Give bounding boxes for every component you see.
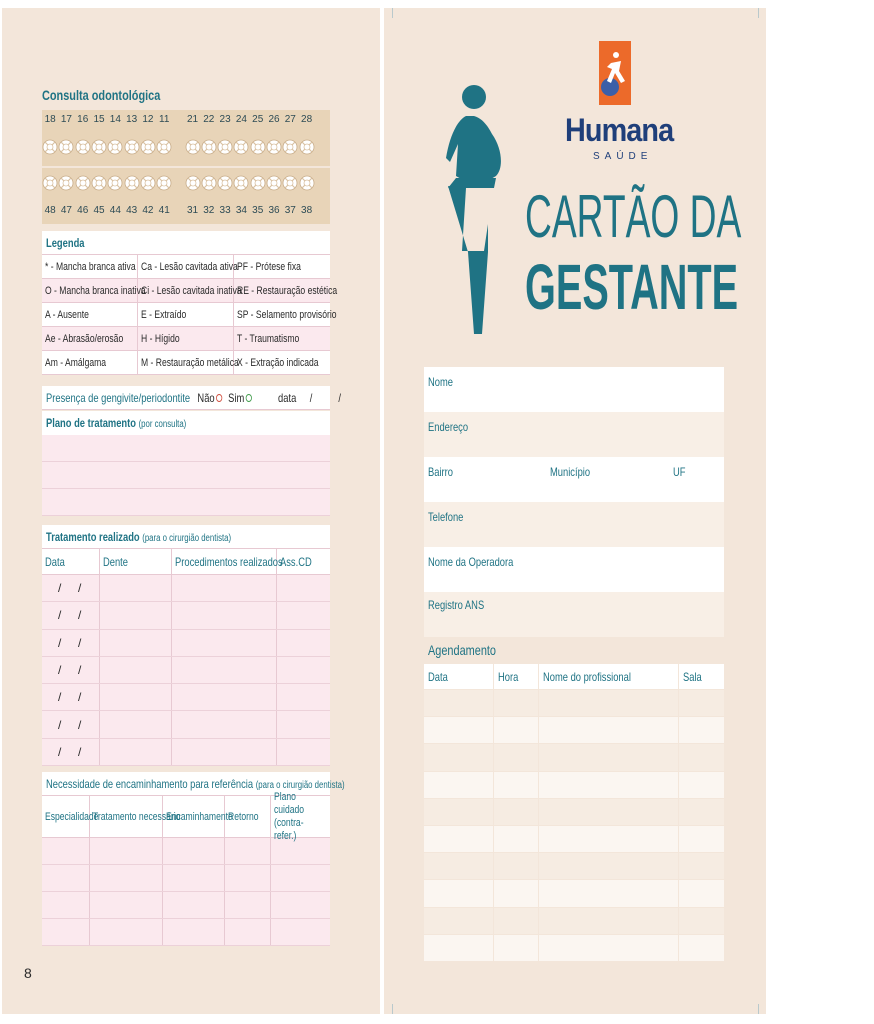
col-data: Data [42,549,100,574]
table-cell[interactable] [172,630,277,656]
center-fold [381,0,384,1024]
table-cell[interactable] [100,711,172,737]
tooth-icon[interactable] [250,174,266,192]
legend-item: T - Traumatismo [234,327,330,351]
table-cell[interactable] [494,880,539,906]
table-cell[interactable] [90,838,163,864]
tooth-icon[interactable] [282,138,298,156]
table-cell[interactable] [225,838,271,864]
humana-logo-icon [599,41,631,105]
tooth-number: 13 [126,114,138,125]
table-cell[interactable] [679,826,724,852]
gengivite-no-radio[interactable] [216,394,222,402]
legend-item: A - Ausente [42,303,138,327]
table-cell[interactable] [100,684,172,710]
table-cell[interactable] [539,717,679,743]
tooth-icon[interactable] [266,174,282,192]
table-cell[interactable] [100,657,172,683]
legend-item: * - Mancha branca ativa [42,255,138,279]
legend-item: Ae - Abrasão/erosão [42,327,138,351]
col-retorno: Retorno [225,796,271,837]
col-ag-hora: Hora [494,664,539,689]
table-cell[interactable] [424,717,494,743]
table-cell[interactable] [679,935,724,961]
crop-mark [758,8,759,18]
date-cell[interactable]: / / [42,711,100,737]
table-cell[interactable] [539,744,679,770]
tooth-number: 12 [142,114,154,125]
agendamento-title: Agendamento [428,642,497,658]
tooth-icon[interactable] [123,174,139,192]
legend-grid [42,255,338,375]
pregnant-woman-icon [444,76,508,338]
legend-item: O - Mancha branca inativa [42,279,138,303]
tooth-number: 27 [284,114,296,125]
tooth-number: 14 [109,114,121,125]
tooth-icon[interactable] [217,174,233,192]
table-cell[interactable] [424,690,494,716]
tooth-number: 44 [109,205,121,216]
tooth-icon[interactable] [156,174,172,192]
table-cell[interactable] [277,657,330,683]
plano-line[interactable] [42,489,330,516]
table-cell[interactable] [42,892,90,918]
form-municipio[interactable]: Município [550,465,591,479]
table-cell[interactable] [539,690,679,716]
table-cell[interactable] [163,919,225,945]
form-uf[interactable]: UF [673,465,686,479]
tratamento-row [42,602,330,629]
form-endereco[interactable]: Endereço [424,412,724,457]
col-dente: Dente [100,549,172,574]
table-cell[interactable] [277,711,330,737]
table-cell[interactable] [424,744,494,770]
tratamento-header [42,549,330,575]
legend-item: SP - Selamento provisório [234,303,330,327]
table-cell[interactable] [90,919,163,945]
tratamento-row [42,630,330,657]
col-especialidade: Especialidade [42,796,90,837]
tooth-number: 24 [235,114,247,125]
table-cell[interactable] [225,919,271,945]
encaminhamento-row [42,919,330,946]
tooth-number: 31 [186,205,199,216]
tooth-number: 16 [77,114,89,125]
table-cell[interactable] [679,799,724,825]
odontogram-title: Consulta odontológica [42,87,161,103]
date-cell[interactable]: / / [42,630,100,656]
table-cell[interactable] [494,744,539,770]
legend-item: Ca - Lesão cavitada ativa [138,255,234,279]
form-operadora[interactable]: Nome da Operadora [424,547,724,592]
gengivite-date-field[interactable]: / / [309,390,342,405]
tooth-icon[interactable] [140,138,156,156]
tooth-number: 36 [268,205,280,216]
tooth-number: 23 [219,114,231,125]
table-cell[interactable] [271,865,330,891]
agendamento-row [424,826,724,853]
table-cell[interactable] [494,717,539,743]
agendamento-row [424,717,724,744]
col-procedimentos: Procedimentos realizados [172,549,277,574]
encaminhamento-row [42,892,330,919]
agendamento-header [424,664,724,690]
legend-item: M - Restauração metálica [138,351,234,375]
col-ag-sala: Sala [683,669,702,684]
tooth-number: 38 [301,205,313,216]
col-ass-cd: Ass.CD [280,554,312,569]
table-cell[interactable] [42,865,90,891]
tooth-icon[interactable] [201,138,217,156]
tooth-icon[interactable] [107,174,123,192]
form-registro-ans[interactable]: Registro ANS [424,592,724,637]
table-cell[interactable] [172,657,277,683]
agendamento-row [424,799,724,826]
table-cell[interactable] [679,772,724,798]
tooth-icon[interactable] [140,174,156,192]
table-cell[interactable] [494,826,539,852]
tooth-number: 17 [60,114,72,125]
gengivite-box [42,386,342,410]
table-cell[interactable] [539,880,679,906]
tooth-number: 45 [93,205,105,216]
legend-item: E - Extraído [138,303,234,327]
table-cell[interactable] [539,935,679,961]
table-cell[interactable] [100,602,172,628]
table-cell[interactable] [539,826,679,852]
encaminhamento-header [42,790,330,842]
table-cell[interactable] [424,799,494,825]
date-cell[interactable]: / / [42,684,100,710]
table-cell[interactable] [494,799,539,825]
table-cell[interactable] [679,880,724,906]
page-number: 8 [24,965,32,981]
tooth-number: 33 [219,205,231,216]
table-cell[interactable] [100,575,172,601]
tooth-icon[interactable] [58,174,74,192]
table-cell[interactable] [163,865,225,891]
col-ag-profissional: Nome do profissional [539,664,679,689]
legend-item: Am - Amálgama [42,351,138,375]
plano-line[interactable] [42,435,330,462]
encaminhamento-title: Necessidade de encaminhamento para referência (para o cirurgião dentista) [42,772,330,796]
tooth-number: 32 [203,205,215,216]
tooth-icon[interactable] [91,174,107,192]
table-cell[interactable] [172,602,277,628]
title-line1: CARTÃO DA [525,183,742,250]
tooth-number: 43 [126,205,138,216]
table-cell[interactable] [42,838,90,864]
tooth-number: 34 [235,205,247,216]
tooth-icon[interactable] [75,174,91,192]
tooth-icon[interactable] [201,174,217,192]
table-cell[interactable] [172,739,277,765]
agendamento-row [424,690,724,717]
col-plano-cuidado: Plano cuidado (contra-refer.) [274,790,305,842]
tooth-icon[interactable] [75,138,91,156]
table-cell[interactable] [225,892,271,918]
agendamento-row [424,772,724,799]
table-cell[interactable] [494,772,539,798]
tratamento-row [42,575,330,602]
table-cell[interactable] [225,865,271,891]
tratamento-row [42,739,330,766]
table-cell[interactable] [424,772,494,798]
tooth-number: 42 [142,205,154,216]
col-ag-data: Data [424,664,494,689]
tooth-icon[interactable] [217,138,233,156]
legend-item: Ci - Lesão cavitada inativa [138,279,234,303]
gengivite-yes-radio[interactable] [246,394,252,402]
table-cell[interactable] [172,684,277,710]
gengivite-row [42,386,342,410]
agendamento-table [424,664,724,962]
legend-title: Legenda [42,231,330,255]
table-cell[interactable] [424,908,494,934]
date-cell[interactable]: / / [42,739,100,765]
plano-title: Plano de tratamento (por consulta) [42,411,330,435]
table-cell[interactable] [539,772,679,798]
tooth-icon[interactable] [42,174,58,192]
table-cell[interactable] [424,826,494,852]
tooth-icon[interactable] [233,174,249,192]
tooth-number: 46 [77,205,89,216]
tratamento-box [42,525,330,766]
agendamento-row [424,880,724,907]
table-cell[interactable] [277,602,330,628]
tooth-icon[interactable] [184,138,200,156]
col-encaminhamento: Encaminhamento [163,796,225,837]
table-cell[interactable] [271,919,330,945]
table-cell[interactable] [163,838,225,864]
tratamento-row [42,684,330,711]
tooth-number: 26 [268,114,280,125]
tooth-number: 18 [44,114,56,125]
legend-item: RE - Restauração estética [234,279,330,303]
tooth-icon[interactable] [58,138,74,156]
table-cell[interactable] [277,684,330,710]
tooth-number: 48 [44,205,56,216]
table-cell[interactable] [163,892,225,918]
form-nome[interactable]: Nome [424,367,724,412]
tooth-number: 28 [301,114,313,125]
legend-box [42,231,338,375]
legend-item: X - Extração indicada [234,351,330,375]
table-cell[interactable] [539,853,679,879]
tooth-icon[interactable] [233,138,249,156]
table-cell[interactable] [679,744,724,770]
tooth-icon[interactable] [266,138,282,156]
crop-mark [758,1004,759,1014]
tooth-icon[interactable] [42,138,58,156]
table-cell[interactable] [172,575,277,601]
table-cell[interactable] [100,630,172,656]
crop-mark [392,1004,393,1014]
brand-sub: SAÚDE [593,151,653,162]
table-cell[interactable] [539,799,679,825]
tooth-number: 35 [252,205,264,216]
tooth-icon[interactable] [123,138,139,156]
table-cell[interactable] [277,575,330,601]
tooth-icon[interactable] [156,138,172,156]
date-cell[interactable]: / / [42,657,100,683]
table-cell[interactable] [42,919,90,945]
table-cell[interactable] [90,892,163,918]
encaminhamento-row [42,865,330,892]
tooth-icon[interactable] [91,138,107,156]
plano-line[interactable] [42,462,330,489]
table-cell[interactable] [679,853,724,879]
gengivite-label: Presença de gengivite/periodontite [46,390,191,405]
table-cell[interactable] [90,865,163,891]
table-cell[interactable] [424,853,494,879]
tooth-number: 37 [284,205,296,216]
agendamento-row [424,935,724,962]
tooth-icon[interactable] [298,174,314,192]
upper-teeth-band [42,110,330,166]
tooth-number: 11 [159,114,170,125]
title-line2: GESTANTE [525,251,739,323]
brand-name: Humana [565,112,674,148]
table-cell[interactable] [539,908,679,934]
table-cell[interactable] [494,690,539,716]
legend-item: H - Hígido [138,327,234,351]
gengivite-no-label: Não [197,390,215,405]
legend-item: PF - Prótese fixa [234,255,330,279]
agendamento-row [424,908,724,935]
tooth-number: 21 [186,114,199,125]
tooth-icon[interactable] [282,174,298,192]
table-cell[interactable] [494,908,539,934]
table-cell[interactable] [679,908,724,934]
table-cell[interactable] [679,690,724,716]
table-cell[interactable] [271,892,330,918]
plano-box [42,411,330,516]
tooth-icon[interactable] [184,174,200,192]
form-telefone[interactable]: Telefone [424,502,724,547]
table-cell[interactable] [679,717,724,743]
tooth-number: 15 [93,114,105,125]
table-cell[interactable] [494,935,539,961]
table-cell[interactable] [172,711,277,737]
table-cell[interactable] [424,880,494,906]
date-cell[interactable]: / / [42,575,100,601]
tooth-number: 22 [203,114,215,125]
gengivite-yes-label: Sim [228,390,245,405]
agendamento-row [424,744,724,771]
tooth-number: 47 [60,205,72,216]
tooth-number: 41 [158,205,170,216]
tooth-number: 25 [252,114,264,125]
tratamento-row [42,657,330,684]
lower-teeth-band [42,168,330,224]
table-cell[interactable] [424,935,494,961]
gengivite-date-label: data [278,390,297,405]
encaminhamento-box [42,772,345,946]
table-cell[interactable] [277,630,330,656]
tooth-icon[interactable] [298,138,314,156]
tratamento-title: Tratamento realizado (para o cirurgião dentista) [42,525,330,549]
tratamento-row [42,711,330,738]
crop-mark [392,8,393,18]
form-bairro[interactable]: Bairro Município UF [424,457,724,502]
agendamento-row [424,853,724,880]
tooth-icon[interactable] [250,138,266,156]
table-cell[interactable] [494,853,539,879]
table-cell[interactable] [277,739,330,765]
tooth-icon[interactable] [107,138,123,156]
col-tratamento: Tratamento necessário [90,796,163,837]
date-cell[interactable]: / / [42,602,100,628]
table-cell[interactable] [100,739,172,765]
